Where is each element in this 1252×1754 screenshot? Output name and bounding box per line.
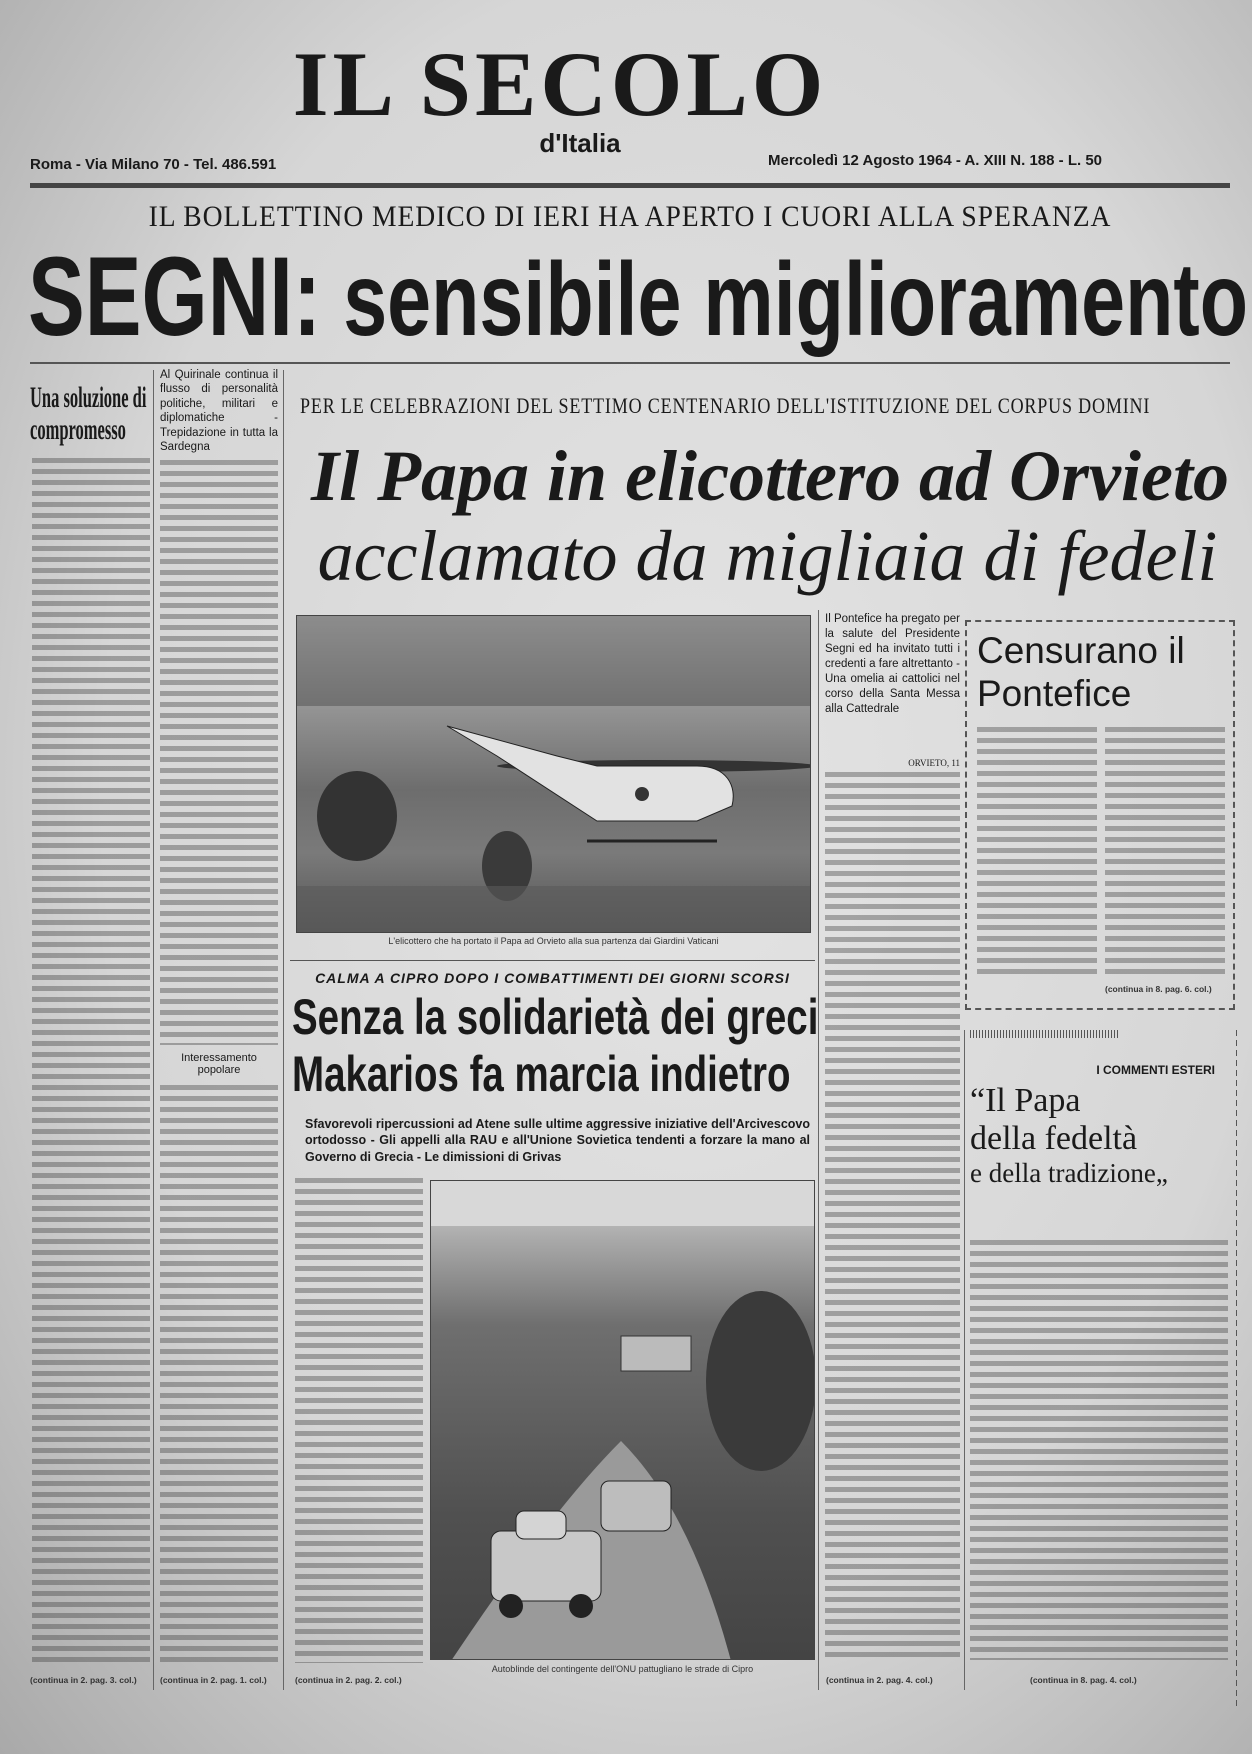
masthead-dateline: Mercoledì 12 Agosto 1964 - A. XIII N. 188 - L. 50 — [768, 152, 1102, 169]
section-rule — [290, 960, 815, 961]
quirinale-continued: (continua in 2. pag. 1. col.) — [160, 1675, 267, 1685]
pope-dateline: ORVIETO, 11 — [908, 758, 960, 768]
cipro-kicker: CALMA A CIPRO DOPO I COMBATTIMENTI DEI GIORNI SCORSI — [315, 970, 790, 986]
esteri-headline-1: “Il Papa — [970, 1082, 1081, 1119]
quirinale-body — [160, 460, 278, 1045]
lead-headline-segni: SEGNI: — [28, 234, 322, 359]
censura-continued: (continua in 8. pag. 6. col.) — [1105, 984, 1212, 994]
esteri-headline-2: della fedeltà — [970, 1120, 1138, 1158]
masthead-subtitle: d'Italia — [539, 128, 621, 158]
censura-body-1 — [977, 727, 1097, 977]
pope-body — [825, 772, 960, 1662]
pope-kicker: PER LE CELEBRAZIONI DEL SETTIMO CENTENARIO DELL'ISTITUZIONE DEL CORPUS DOMINI — [300, 393, 1151, 418]
helicopter-photo — [296, 615, 811, 933]
armored-car-illustration — [431, 1181, 815, 1660]
esteri-kicker: I COMMENTI ESTERI — [1096, 1063, 1215, 1077]
censura-box — [965, 620, 1235, 1010]
masthead-title: IL SECOLO — [292, 33, 828, 135]
quirinale-summary: Al Quirinale continua il flusso di personalità politiche, militari e diplomatiche - Trepidazione in tutta la Sardegna — [160, 369, 278, 453]
column-rule — [283, 370, 284, 1690]
quirinale-subhead: Interessamento popolare — [181, 1052, 257, 1076]
lead-headline — [28, 234, 1248, 359]
pope-headline-1: Il Papa in elicottero ad Orvieto — [311, 436, 1229, 516]
masthead-address: Roma - Via Milano 70 - Tel. 486.591 — [30, 156, 277, 173]
cipro-subhead: Sfavorevoli ripercussioni ad Atene sulle ultime aggressive iniziative dell'Arcivescovo ortodosso - Gli appelli alla RAU e all'Unione Sovietica tendenti a forzare la mano al Governo di Grecia - Le dimissioni di Grivas — [305, 1117, 810, 1164]
box-rule — [1236, 1030, 1237, 1710]
masthead-rule — [30, 183, 1230, 188]
cyprus-photo-caption: Autoblinde del contingente dell'ONU pattugliano le strade di Cipro — [491, 1664, 754, 1674]
cipro-headline-2: Makarios fa marcia indietro — [292, 1046, 791, 1102]
left-headline: Una soluzione di compromesso — [30, 381, 147, 447]
column-rule — [153, 370, 154, 1690]
cipro-continued: (continua in 2. pag. 2. col.) — [295, 1675, 402, 1685]
left-body — [32, 458, 150, 1663]
cyprus-photo — [430, 1180, 815, 1660]
lead-rule — [30, 362, 1230, 364]
censura-headline: Censurano il Pontefice — [977, 630, 1185, 714]
esteri-body — [970, 1240, 1228, 1660]
esteri-divider — [970, 1030, 1120, 1038]
helicopter-photo-caption: L'elicottero che ha portato il Papa ad Orvieto alla sua partenza dai Giardini Vaticani — [388, 936, 719, 946]
cipro-headline-1: Senza la solidarietà dei greci — [292, 989, 819, 1045]
censura-body-2 — [1105, 727, 1225, 977]
quirinale-body-2 — [160, 1085, 278, 1665]
pope-headline-2: acclamato da migliaia di fedeli — [317, 516, 1218, 596]
lead-kicker: IL BOLLETTINO MEDICO DI IERI HA APERTO I CUORI ALLA SPERANZA — [148, 200, 1112, 233]
column-rule — [818, 610, 819, 1690]
column-rule — [964, 1030, 965, 1690]
helicopter-illustration — [297, 616, 811, 933]
pope-continued: (continua in 2. pag. 4. col.) — [826, 1675, 933, 1685]
lead-headline-text: sensibile miglioramento — [343, 242, 1248, 358]
left-continued: (continua in 2. pag. 3. col.) — [30, 1675, 137, 1685]
pope-summary: Il Pontefice ha pregato per la salute del Presidente Segni ed ha invitato tutti i credenti a fare altrettanto - Una omelia ai cattolici nel corso della Santa Messa alla Cattedrale — [825, 613, 960, 715]
esteri-continued: (continua in 8. pag. 4. col.) — [1030, 1675, 1137, 1685]
cipro-body-1 — [295, 1178, 423, 1663]
esteri-headline-3: e della tradizione„ — [970, 1158, 1168, 1189]
esteri-headline — [970, 1082, 1235, 1188]
